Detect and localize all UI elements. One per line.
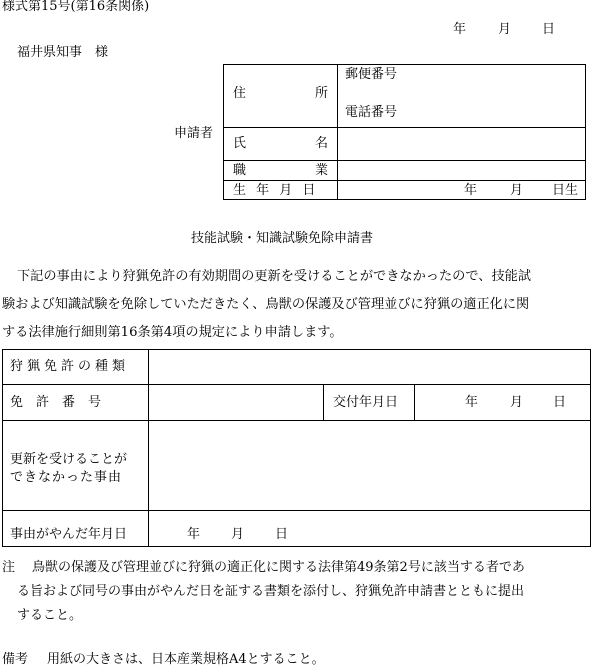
birthdate-month: 月 (510, 183, 524, 198)
date-year-label: 年 (453, 22, 467, 37)
name-label: 氏 名 (233, 136, 328, 151)
issue-date-day: 日 (553, 395, 567, 410)
remarks-prefix: 備考 (2, 652, 29, 667)
license-number-label: 免 許 番 号 (10, 395, 102, 410)
body-line: 下記の事由により狩猟免許の有効期間の更新を受けることができなかったので、技能試 (17, 269, 532, 284)
license-type-field[interactable] (151, 352, 587, 382)
body-line: 験および知識試験を免除していただきたく、鳥獣の保護及び管理並びに狩猟の適正化に関 (2, 297, 530, 312)
note-line: る旨および同号の事由がやんだ日を証する書類を添付し、狩猟免許申請書とともに提出 (17, 584, 525, 599)
resolved-date-year: 年 (187, 527, 201, 542)
issue-date-label: 交付年月日 (333, 395, 399, 410)
reason-field[interactable] (151, 423, 587, 507)
occupation-label: 職 業 (233, 163, 328, 178)
name-field[interactable] (340, 130, 582, 156)
reason-label-line: できなかった事由 (10, 470, 123, 485)
birthdate-year: 年 (464, 183, 478, 198)
birthdate-label: 生 年 月 日 (233, 183, 319, 198)
body-line: する法律施行細則第16条第4項の規定により申請します。 (2, 325, 343, 340)
issue-date-year: 年 (465, 395, 479, 410)
occupation-field[interactable] (340, 163, 582, 178)
note-line: すること。 (17, 608, 83, 623)
date-day-label: 日 (542, 22, 556, 37)
issue-date-month: 月 (510, 395, 524, 410)
license-type-label: 狩猟免許の種類 (10, 359, 130, 374)
remarks-text: 用紙の大きさは、日本産業規格A4とすること。 (47, 652, 325, 667)
postal-code-label: 郵便番号 (345, 67, 398, 82)
resolved-date-label: 事由がやんだ年月日 (10, 527, 128, 542)
resolved-date-month: 月 (231, 527, 245, 542)
address-label: 住 所 (233, 86, 328, 101)
addressee: 福井県知事 様 (17, 45, 109, 60)
birthdate-day: 日生 (552, 183, 579, 198)
resolved-date-day: 日 (275, 527, 289, 542)
note-prefix: 注 (2, 560, 16, 575)
form-number: 様式第15号(第16条関係) (2, 0, 150, 14)
phone-label: 電話番号 (345, 105, 398, 120)
note-line: 鳥獣の保護及び管理並びに狩猟の適正化に関する法律第49条第2号に該当する者であ (32, 560, 525, 575)
applicant-label: 申請者 (174, 126, 214, 141)
date-month-label: 月 (498, 22, 512, 37)
reason-label-line: 更新を受けることが (10, 452, 128, 467)
document-title: 技能試験・知識試験免除申請書 (191, 231, 374, 246)
license-number-field[interactable] (151, 387, 321, 417)
